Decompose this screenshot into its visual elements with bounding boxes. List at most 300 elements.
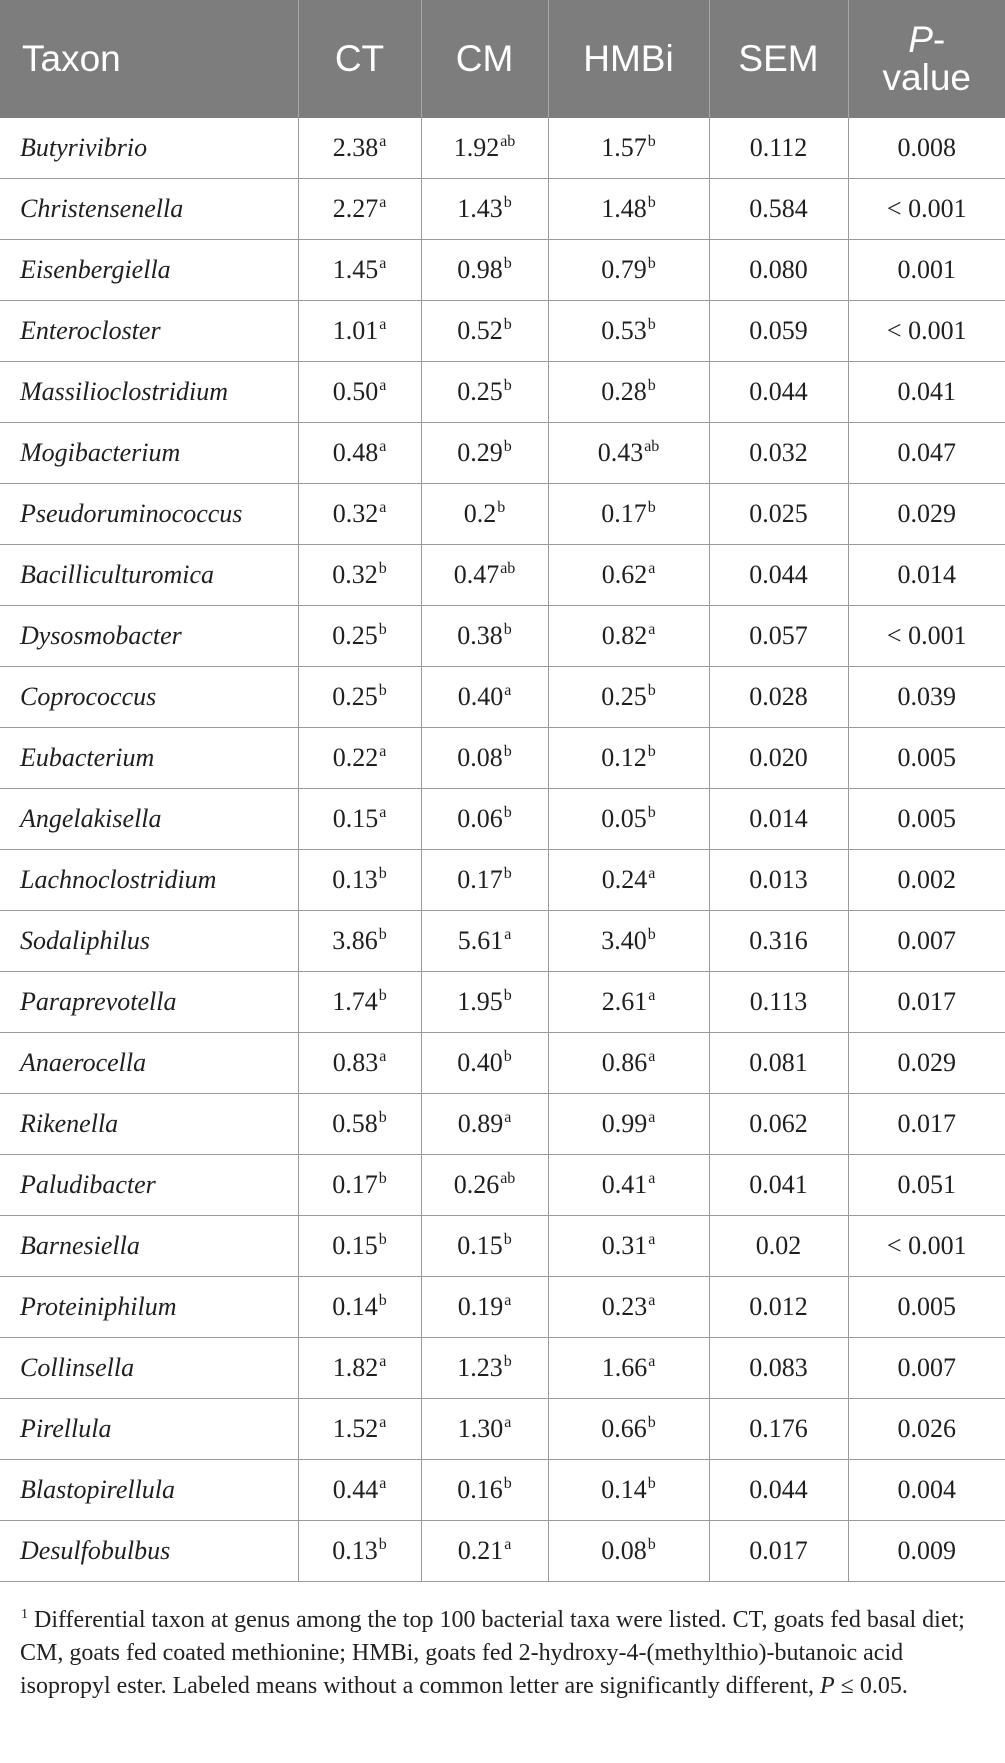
- taxon-name: Paraprevotella: [0, 972, 298, 1033]
- hmbi-value-cell: [548, 728, 709, 789]
- cm-value-letter: b: [503, 804, 512, 821]
- cm-value-cell: [421, 972, 548, 1033]
- ct-value-cell: [298, 1460, 421, 1521]
- ct-value: 0.48: [332, 438, 379, 467]
- sem-value: 0.062: [709, 1094, 848, 1155]
- cm-value: 0.38: [457, 621, 503, 650]
- ct-value-letter: a: [379, 743, 387, 760]
- hmbi-value: 0.82: [601, 621, 648, 650]
- cm-value: 0.16: [457, 1475, 503, 1504]
- ct-value-cell: [298, 484, 421, 545]
- ct-value-cell: [298, 118, 421, 179]
- p-value: 0.005: [848, 1277, 1005, 1338]
- cm-value-cell: [421, 728, 548, 789]
- header-p-italic: P: [908, 19, 933, 60]
- p-value: 0.017: [848, 1094, 1005, 1155]
- hmbi-value: 3.40: [601, 926, 647, 955]
- sem-value: 0.059: [709, 301, 848, 362]
- hmbi-value: 0.79: [601, 255, 647, 284]
- hmbi-value-cell: [548, 423, 709, 484]
- table-row: [0, 423, 1005, 484]
- cm-value-letter: ab: [500, 1170, 516, 1187]
- p-value: 0.005: [848, 728, 1005, 789]
- hmbi-value-cell: [548, 911, 709, 972]
- sem-value: 0.316: [709, 911, 848, 972]
- hmbi-value-letter: a: [648, 1353, 656, 1370]
- header-taxon: Taxon: [0, 0, 298, 118]
- hmbi-value: 0.14: [601, 1475, 647, 1504]
- hmbi-value-letter: b: [647, 316, 656, 333]
- ct-value: 0.44: [332, 1475, 379, 1504]
- hmbi-value-letter: b: [647, 743, 656, 760]
- hmbi-value: 0.99: [601, 1109, 648, 1138]
- cm-value: 0.26: [453, 1170, 500, 1199]
- cm-value-cell: [421, 606, 548, 667]
- table-row: [0, 301, 1005, 362]
- taxon-name: Pseudoruminococcus: [0, 484, 298, 545]
- sem-value: 0.012: [709, 1277, 848, 1338]
- hmbi-value-letter: a: [648, 1109, 656, 1126]
- ct-value: 0.58: [332, 1109, 378, 1138]
- taxon-name: Massilioclostridium: [0, 362, 298, 423]
- hmbi-value: 0.23: [601, 1292, 648, 1321]
- hmbi-value-cell: [548, 545, 709, 606]
- hmbi-value-letter: b: [647, 255, 656, 272]
- cm-value-letter: b: [497, 499, 506, 516]
- ct-value: 1.45: [332, 255, 379, 284]
- hmbi-value: 0.05: [601, 804, 647, 833]
- hmbi-value-cell: [548, 1277, 709, 1338]
- table-row: [0, 1033, 1005, 1094]
- hmbi-value-cell: [548, 179, 709, 240]
- p-value: 0.014: [848, 545, 1005, 606]
- table-row: [0, 1460, 1005, 1521]
- hmbi-value: 1.57: [601, 133, 647, 162]
- cm-value-letter: b: [503, 743, 512, 760]
- hmbi-value-cell: [548, 789, 709, 850]
- hmbi-value-letter: a: [648, 621, 656, 638]
- cm-value: 0.47: [453, 560, 500, 589]
- table-row: [0, 606, 1005, 667]
- hmbi-value: 0.86: [601, 1048, 648, 1077]
- ct-value: 0.50: [332, 377, 379, 406]
- table-row: [0, 667, 1005, 728]
- ct-value: 0.14: [332, 1292, 378, 1321]
- taxon-name: Paludibacter: [0, 1155, 298, 1216]
- table-row: [0, 972, 1005, 1033]
- cm-value-letter: b: [503, 1231, 512, 1248]
- cm-value: 0.98: [457, 255, 503, 284]
- cm-value-cell: [421, 423, 548, 484]
- table-row: [0, 1277, 1005, 1338]
- ct-value: 0.32: [332, 560, 378, 589]
- table-row: [0, 850, 1005, 911]
- hmbi-value-letter: b: [647, 194, 656, 211]
- ct-value-cell: [298, 1277, 421, 1338]
- ct-value-letter: a: [379, 1414, 387, 1431]
- hmbi-value-letter: b: [647, 377, 656, 394]
- cm-value-cell: [421, 1521, 548, 1582]
- cm-value-cell: [421, 301, 548, 362]
- p-value: 0.029: [848, 1033, 1005, 1094]
- ct-value: 1.74: [332, 987, 378, 1016]
- ct-value-cell: [298, 972, 421, 1033]
- cm-value-letter: b: [503, 621, 512, 638]
- cm-value-letter: b: [503, 316, 512, 333]
- hmbi-value: 2.61: [601, 987, 648, 1016]
- hmbi-value-cell: [548, 1338, 709, 1399]
- table-header: [0, 0, 1005, 118]
- cm-value: 1.23: [457, 1353, 503, 1382]
- ct-value: 0.22: [332, 743, 379, 772]
- hmbi-value-cell: [548, 850, 709, 911]
- taxon-name: Eubacterium: [0, 728, 298, 789]
- p-value: < 0.001: [848, 1216, 1005, 1277]
- table-row: [0, 1094, 1005, 1155]
- ct-value: 0.15: [332, 804, 379, 833]
- hmbi-value-cell: [548, 606, 709, 667]
- cm-value-letter: a: [504, 1109, 512, 1126]
- ct-value-cell: [298, 1399, 421, 1460]
- hmbi-value-letter: a: [648, 987, 656, 1004]
- hmbi-value-letter: a: [648, 1292, 656, 1309]
- cm-value-letter: b: [503, 865, 512, 882]
- p-value: 0.039: [848, 667, 1005, 728]
- p-value: < 0.001: [848, 301, 1005, 362]
- taxon-name: Desulfobulbus: [0, 1521, 298, 1582]
- hmbi-value: 0.53: [601, 316, 647, 345]
- cm-value-cell: [421, 484, 548, 545]
- table-row: [0, 118, 1005, 179]
- taxon-name: Enterocloster: [0, 301, 298, 362]
- sem-value: 0.028: [709, 667, 848, 728]
- hmbi-value-letter: a: [648, 865, 656, 882]
- hmbi-value: 0.25: [601, 682, 647, 711]
- header-hmbi: HMBi: [548, 0, 709, 118]
- header-row: [0, 0, 1005, 118]
- taxon-name: Christensenella: [0, 179, 298, 240]
- ct-value-letter: a: [379, 1475, 387, 1492]
- cm-value-cell: [421, 362, 548, 423]
- sem-value: 0.014: [709, 789, 848, 850]
- p-value: 0.051: [848, 1155, 1005, 1216]
- ct-value-cell: [298, 911, 421, 972]
- cm-value-cell: [421, 1399, 548, 1460]
- p-value: 0.026: [848, 1399, 1005, 1460]
- hmbi-value-cell: [548, 362, 709, 423]
- ct-value: 0.17: [332, 1170, 378, 1199]
- p-value: 0.007: [848, 911, 1005, 972]
- ct-value-letter: b: [378, 1536, 387, 1553]
- sem-value: 0.044: [709, 362, 848, 423]
- ct-value-cell: [298, 606, 421, 667]
- hmbi-value-letter: b: [647, 682, 656, 699]
- ct-value-cell: [298, 301, 421, 362]
- cm-value-cell: [421, 911, 548, 972]
- footnote-marker: 1: [21, 1607, 28, 1622]
- cm-value: 0.25: [457, 377, 503, 406]
- taxon-name: Mogibacterium: [0, 423, 298, 484]
- hmbi-value: 0.62: [601, 560, 648, 589]
- ct-value: 0.15: [332, 1231, 378, 1260]
- taxon-name: Dysosmobacter: [0, 606, 298, 667]
- taxon-name: Proteiniphilum: [0, 1277, 298, 1338]
- ct-value-letter: a: [379, 438, 387, 455]
- taxon-name: Pirellula: [0, 1399, 298, 1460]
- ct-value-letter: a: [379, 255, 387, 272]
- ct-value: 3.86: [332, 926, 378, 955]
- ct-value-cell: [298, 423, 421, 484]
- cm-value-letter: b: [503, 1048, 512, 1065]
- p-value: < 0.001: [848, 606, 1005, 667]
- cm-value-cell: [421, 1460, 548, 1521]
- ct-value-letter: b: [378, 682, 387, 699]
- cm-value-cell: [421, 789, 548, 850]
- table-row: [0, 1521, 1005, 1582]
- cm-value-letter: b: [503, 1353, 512, 1370]
- ct-value-letter: b: [378, 865, 387, 882]
- hmbi-value-letter: b: [647, 1414, 656, 1431]
- sem-value: 0.584: [709, 179, 848, 240]
- hmbi-value-cell: [548, 1094, 709, 1155]
- hmbi-value: 1.48: [601, 194, 647, 223]
- sem-value: 0.017: [709, 1521, 848, 1582]
- sem-value: 0.013: [709, 850, 848, 911]
- cm-value: 0.06: [457, 804, 503, 833]
- hmbi-value-cell: [548, 972, 709, 1033]
- cm-value: 0.19: [457, 1292, 504, 1321]
- hmbi-value-letter: a: [648, 1048, 656, 1065]
- cm-value-cell: [421, 667, 548, 728]
- p-value: 0.007: [848, 1338, 1005, 1399]
- cm-value-cell: [421, 1338, 548, 1399]
- hmbi-value-letter: b: [647, 499, 656, 516]
- sem-value: 0.112: [709, 118, 848, 179]
- ct-value-letter: a: [379, 499, 387, 516]
- ct-value-cell: [298, 850, 421, 911]
- hmbi-value: 0.28: [601, 377, 647, 406]
- header-p-rest: -value: [882, 19, 971, 98]
- hmbi-value-cell: [548, 667, 709, 728]
- ct-value: 1.01: [332, 316, 379, 345]
- footnote-p-condition: ≤ 0.05.: [834, 1673, 908, 1699]
- p-value: 0.008: [848, 118, 1005, 179]
- cm-value: 1.43: [457, 194, 503, 223]
- cm-value: 0.40: [457, 682, 504, 711]
- ct-value-cell: [298, 240, 421, 301]
- table-row: [0, 1399, 1005, 1460]
- taxon-name: Lachnoclostridium: [0, 850, 298, 911]
- hmbi-value-cell: [548, 240, 709, 301]
- hmbi-value-cell: [548, 1460, 709, 1521]
- ct-value: 0.13: [332, 1536, 378, 1565]
- hmbi-value: 0.08: [601, 1536, 647, 1565]
- p-value: < 0.001: [848, 179, 1005, 240]
- table-row: [0, 362, 1005, 423]
- ct-value-letter: a: [379, 194, 387, 211]
- p-value: 0.029: [848, 484, 1005, 545]
- sem-value: 0.02: [709, 1216, 848, 1277]
- sem-value: 0.083: [709, 1338, 848, 1399]
- ct-value: 2.27: [332, 194, 379, 223]
- cm-value-cell: [421, 118, 548, 179]
- ct-value-cell: [298, 1094, 421, 1155]
- ct-value-letter: b: [378, 560, 387, 577]
- header-sem: SEM: [709, 0, 848, 118]
- table-row: [0, 484, 1005, 545]
- cm-value-cell: [421, 1094, 548, 1155]
- ct-value-cell: [298, 1155, 421, 1216]
- cm-value-cell: [421, 1033, 548, 1094]
- cm-value-cell: [421, 1155, 548, 1216]
- ct-value-letter: a: [379, 133, 387, 150]
- ct-value-cell: [298, 728, 421, 789]
- hmbi-value-letter: b: [647, 1475, 656, 1492]
- taxon-name: Coprococcus: [0, 667, 298, 728]
- table-footnote: [20, 1604, 990, 1703]
- table-row: [0, 240, 1005, 301]
- ct-value-cell: [298, 1338, 421, 1399]
- cm-value-letter: a: [504, 1536, 512, 1553]
- cm-value: 0.21: [457, 1536, 504, 1565]
- hmbi-value-cell: [548, 1155, 709, 1216]
- cm-value-cell: [421, 1277, 548, 1338]
- taxon-name: Butyrivibrio: [0, 118, 298, 179]
- table-row: [0, 1216, 1005, 1277]
- taxon-name: Eisenbergiella: [0, 240, 298, 301]
- table-body: [0, 118, 1005, 1582]
- hmbi-value: 0.43: [597, 438, 644, 467]
- sem-value: 0.032: [709, 423, 848, 484]
- cm-value-letter: ab: [500, 133, 516, 150]
- cm-value-letter: a: [504, 926, 512, 943]
- taxon-name: Blastopirellula: [0, 1460, 298, 1521]
- hmbi-value-cell: [548, 1521, 709, 1582]
- hmbi-value-letter: b: [647, 1536, 656, 1553]
- sem-value: 0.080: [709, 240, 848, 301]
- sem-value: 0.057: [709, 606, 848, 667]
- hmbi-value-letter: b: [647, 133, 656, 150]
- cm-value: 0.2: [463, 499, 497, 528]
- hmbi-value: 0.12: [601, 743, 647, 772]
- taxon-name: Anaerocella: [0, 1033, 298, 1094]
- ct-value-letter: a: [379, 1353, 387, 1370]
- table-row: [0, 179, 1005, 240]
- ct-value-letter: b: [378, 926, 387, 943]
- hmbi-value-cell: [548, 301, 709, 362]
- hmbi-value-letter: a: [648, 560, 656, 577]
- sem-value: 0.044: [709, 1460, 848, 1521]
- table-row: [0, 1155, 1005, 1216]
- ct-value: 0.25: [332, 621, 378, 650]
- footnote-p-symbol: P: [819, 1673, 835, 1699]
- hmbi-value-letter: a: [648, 1170, 656, 1187]
- ct-value: 1.82: [332, 1353, 379, 1382]
- cm-value: 0.52: [457, 316, 503, 345]
- cm-value: 0.89: [457, 1109, 504, 1138]
- p-value: 0.002: [848, 850, 1005, 911]
- cm-value-cell: [421, 545, 548, 606]
- sem-value: 0.041: [709, 1155, 848, 1216]
- taxon-name: Barnesiella: [0, 1216, 298, 1277]
- hmbi-value: 0.41: [601, 1170, 648, 1199]
- cm-value: 0.15: [457, 1231, 503, 1260]
- hmbi-value: 0.66: [601, 1414, 647, 1443]
- sem-value: 0.025: [709, 484, 848, 545]
- ct-value-letter: b: [378, 1292, 387, 1309]
- sem-value: 0.020: [709, 728, 848, 789]
- cm-value: 1.92: [453, 133, 500, 162]
- cm-value-cell: [421, 1216, 548, 1277]
- p-value: 0.005: [848, 789, 1005, 850]
- p-value: 0.009: [848, 1521, 1005, 1582]
- hmbi-value: 0.17: [601, 499, 647, 528]
- ct-value-letter: a: [379, 1048, 387, 1065]
- hmbi-value-letter: ab: [644, 438, 660, 455]
- p-value: 0.004: [848, 1460, 1005, 1521]
- ct-value-cell: [298, 1521, 421, 1582]
- ct-value: 0.25: [332, 682, 378, 711]
- hmbi-value: 1.66: [601, 1353, 648, 1382]
- ct-value: 0.13: [332, 865, 378, 894]
- ct-value: 0.83: [332, 1048, 379, 1077]
- sem-value: 0.081: [709, 1033, 848, 1094]
- ct-value: 0.32: [332, 499, 379, 528]
- cm-value: 0.08: [457, 743, 503, 772]
- ct-value-letter: b: [378, 987, 387, 1004]
- p-value: 0.041: [848, 362, 1005, 423]
- ct-value-letter: a: [379, 804, 387, 821]
- ct-value-letter: b: [378, 1109, 387, 1126]
- cm-value-cell: [421, 179, 548, 240]
- header-p-value: [848, 0, 1005, 118]
- header-ct: CT: [298, 0, 421, 118]
- cm-value-letter: b: [503, 987, 512, 1004]
- hmbi-value-letter: b: [647, 926, 656, 943]
- cm-value-letter: a: [504, 1414, 512, 1431]
- table-row: [0, 728, 1005, 789]
- ct-value-letter: a: [379, 377, 387, 394]
- ct-value-letter: b: [378, 621, 387, 638]
- header-cm: CM: [421, 0, 548, 118]
- table-row: [0, 911, 1005, 972]
- cm-value-letter: b: [503, 194, 512, 211]
- taxon-name: Sodaliphilus: [0, 911, 298, 972]
- ct-value: 1.52: [332, 1414, 379, 1443]
- ct-value-cell: [298, 667, 421, 728]
- ct-value-cell: [298, 789, 421, 850]
- cm-value-letter: ab: [500, 560, 516, 577]
- sem-value: 0.176: [709, 1399, 848, 1460]
- hmbi-value-cell: [548, 484, 709, 545]
- cm-value: 0.40: [457, 1048, 503, 1077]
- cm-value: 5.61: [457, 926, 504, 955]
- table-row: [0, 789, 1005, 850]
- cm-value-cell: [421, 240, 548, 301]
- cm-value: 1.30: [457, 1414, 504, 1443]
- table-row: [0, 545, 1005, 606]
- cm-value-letter: a: [504, 682, 512, 699]
- ct-value-letter: a: [379, 316, 387, 333]
- table-row: [0, 1338, 1005, 1399]
- ct-value-letter: b: [378, 1170, 387, 1187]
- cm-value: 0.17: [457, 865, 503, 894]
- ct-value-cell: [298, 179, 421, 240]
- ct-value-letter: b: [378, 1231, 387, 1248]
- hmbi-value: 0.31: [601, 1231, 648, 1260]
- taxon-name: Angelakisella: [0, 789, 298, 850]
- sem-value: 0.113: [709, 972, 848, 1033]
